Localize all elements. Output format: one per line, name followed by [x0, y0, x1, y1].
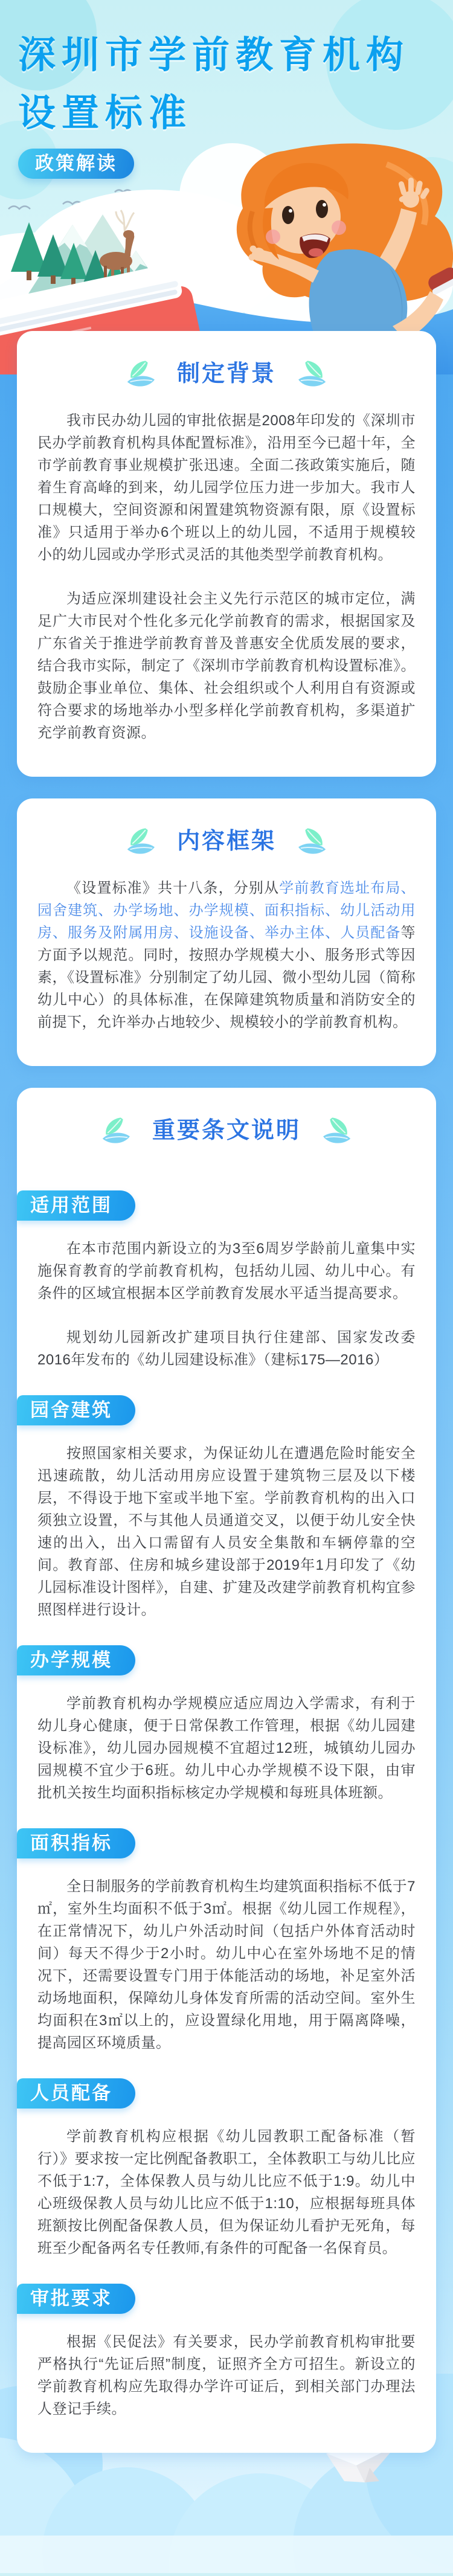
card-provisions — [17, 1088, 436, 2453]
framework-text-pre: 《设置标准》共十八条，分别从 — [66, 880, 280, 896]
background-paragraph-2: 为适应深圳建设社会主义先行示范区的城市定位，满足广大市民对个性化多元化学前教育的需求，根据国家及广东省关于推进学前教育普及普惠安全优质发展的要求，结合我市实际，制定了《深圳市学前教育机构设置标准》。鼓励企事业单位、集体、社会组织或个人利用自有资源或符合要求的场地举办小型多样化学前教育机构，多渠道扩充学前教育资源。 — [37, 591, 416, 741]
tag-applicable-scope: 适用范围 — [17, 1190, 135, 1221]
provision-item-scope — [30, 1166, 416, 1371]
provision-paragraph: 学前教育机构应根据《幼儿园教职工配备标准（暂行）》要求按一定比例配备教职工，全体教职工与幼儿比应不低于1:7，全体保教人员与幼儿比应不低于1:9。幼儿中心班级保教人员与幼儿比应不低于1:10，应根据每班具体班额按比例配备保教人员，但为保证幼儿看护无死角，每班至少配备两名专任教师,有条件的可配备一名保育员。 — [37, 2128, 416, 2256]
leaf-icon — [314, 1116, 353, 1147]
tag-school-scale: 办学规模 — [17, 1645, 135, 1675]
framework-highlight-list: 学前教育选址布局、园舍建筑、办学场地、办学规模、面积指标、幼儿活动用房、服务及附属用房、设施设备、举办主体、人员配备 — [37, 880, 416, 941]
provision-paragraph: 按照国家相关要求，为保证幼儿在遭遇危险时能安全迅速疏散，幼儿活动用房应设置于建筑物三层及以下楼层，不得设于地下室或半地下室。学前教育机构的出入口须独立设置，不与其他人员通道交叉，以便于幼儿安全快速的出入，出入口需留有人员安全集散和车辆停靠的空间。教育部、住房和城乡建设部于2019年1月印发了《幼儿园标准设计图样》，自建、扩建及改建学前教育机构宜参照图样进行设计。 — [37, 1445, 416, 1618]
provision-item-staffing — [30, 2054, 416, 2260]
provision-paragraph: 在本市范围内新设立的为3至6周岁学龄前儿童集中实施保育教育的学前教育机构，包括幼儿园、幼儿中心。有条件的区域宜根据本区学前教育发展水平适当提高要求。 — [37, 1241, 416, 1302]
provision-paragraph: 规划幼儿园新改扩建项目执行住建部、国家发改委2016年发布的《幼儿园建设标准》（建标175—2016） — [37, 1329, 416, 1368]
leaf-icon — [125, 826, 164, 858]
leaf-icon — [125, 359, 164, 390]
leaf-icon — [100, 1116, 139, 1147]
section-head-framework — [37, 826, 416, 858]
tag-staffing: 人员配备 — [17, 2078, 135, 2109]
page-title — [18, 27, 410, 143]
section-title-background: 制定背景 — [176, 361, 276, 387]
header-banner — [0, 0, 453, 374]
page-title-line2: 设置标准 — [18, 92, 193, 134]
provision-paragraph: 全日制服务的学前教育机构生均建筑面积指标不低于7㎡，室外生均面积不低于3㎡。根据《幼儿园工作规程》，在正常情况下，幼儿户外活动时间（包括户外体育活动时间）每天不得少于2小时。幼儿中心在室外场地不足的情况下，还需要设置专门用于体能活动的场地，补足室外活动场地面积，保障幼儿身体发育所需的活动空间。室外生均面积在3㎡以上的，应设置绿化用地，用于隔离降噪，提高园区环境质量。 — [37, 1878, 416, 2051]
bottom-fog — [0, 2536, 453, 2573]
section-title-provisions: 重要条文说明 — [152, 1118, 301, 1144]
provision-item-approval — [30, 2260, 416, 2420]
provision-item-building — [30, 1371, 416, 1621]
content-cards — [0, 331, 453, 2475]
card-background — [17, 331, 436, 777]
tag-approval: 审批要求 — [17, 2284, 135, 2314]
framework-paragraph — [37, 877, 416, 1033]
policy-badge: 政策解读 — [18, 149, 134, 179]
leaf-icon — [289, 359, 328, 390]
page-title-line1: 深圳市学前教育机构 — [18, 34, 410, 76]
background-paragraph-1: 我市民办幼儿园的审批依据是2008年印发的《深圳市民办学前教育机构具体配置标准》，沿用至今已超十年，全市学前教育事业规模扩张迅速。全面二孩政策实施后，随着生育高峰的到来，幼儿园学位压力进一步加大。我市人口规模大，空间资源和闲置建筑物资源有限，原《设置标准》只适用于举办6个班以上的幼儿园，不适用于规模较小的幼儿园或办学形式灵活的其他类型学前教育机构。 — [37, 413, 416, 563]
section-head-background — [37, 359, 416, 390]
tag-building: 园舍建筑 — [17, 1395, 135, 1425]
provision-paragraph: 学前教育机构办学规模应适应周边入学需求，有利于幼儿身心健康，便于日常保教工作管理，根据《幼儿园建设标准》，幼儿园办园规模不宜超过12班，城镇幼儿园办园规模不宜少于6班。幼儿中心办学规模不设下限，由审批机关按生均面积指标核定办学规模和每班具体班额。 — [37, 1695, 416, 1801]
section-title-framework: 内容框架 — [176, 829, 276, 855]
provision-item-scale — [30, 1621, 416, 1804]
tag-area-index: 面积指标 — [17, 1828, 135, 1858]
card-framework — [17, 798, 436, 1066]
provision-paragraph: 根据《民促法》有关要求，民办学前教育机构审批要严格执行“先证后照”制度，证照齐全方可招生。新设立的学前教育机构应先取得办学许可证后，到相关部门办理法人登记手续。 — [37, 2334, 416, 2417]
section-head-provisions — [37, 1116, 416, 1147]
provision-item-area — [30, 1804, 416, 2054]
framework-text-post: 等方面予以规范。同时，按照办学规模大小、服务形式等因素，《设置标准》分别制定了幼儿园、微小型幼儿园（简称幼儿中心）的具体标准，在保障建筑物质量和消防安全的前提下，允许举办占地较少、规模较小的学前教育机构。 — [37, 925, 416, 1030]
leaf-icon — [289, 826, 328, 858]
